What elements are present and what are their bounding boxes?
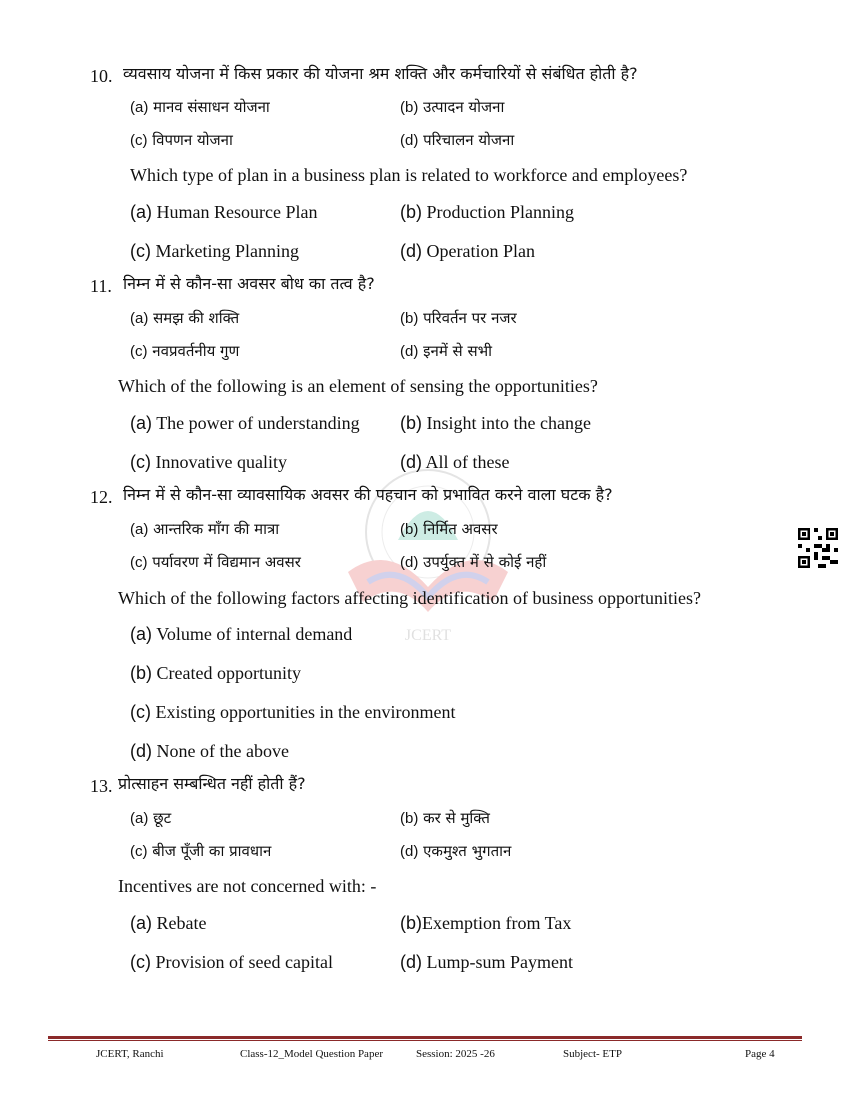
option-label: (c) [130,241,151,261]
option-label: (b) [400,810,419,827]
option-text: इनमें से सभी [423,342,493,360]
option-label: (d) [400,554,419,571]
option-text: उत्पादन योजना [423,98,505,116]
question-english: Which of the following factors affecting identification of business opportunities? [118,588,702,608]
option-text: Volume of internal demand [156,624,353,644]
option-text: नवप्रवर्तनीय गुण [152,342,240,360]
option-label: (d) [400,843,419,860]
option-label: (a) [130,913,152,933]
option-label: (c) [130,132,148,149]
option-text: None of the above [156,741,289,761]
option-label: (d) [130,741,152,761]
option-text: एकमुश्त भुगतान [423,842,512,860]
question-hindi: प्रोत्साहन सम्बन्धित नहीं होती हैं? [118,774,306,793]
question-hindi: व्यवसाय योजना में किस प्रकार की योजना श्रम शक्ति और कर्मचारियों से संबंधित होती है? [123,64,638,83]
option-label: (c) [130,952,151,972]
option-label: (b) [400,413,422,433]
option-label: (c) [130,452,151,472]
option-text: Insight into the change [426,413,591,433]
option-label: (a) [130,99,149,116]
option-text: पर्यावरण में विद्यमान अवसर [152,553,301,571]
option-label: (d) [400,952,422,972]
footer-subject: Subject- ETP [563,1048,622,1060]
option-text: उपर्युक्त में से कोई नहीं [423,553,547,571]
question-number: 10. [90,66,113,86]
footer-divider-thin [48,1040,802,1041]
option-label: (d) [400,343,419,360]
option-label: (d) [400,241,422,261]
question-number: 11. [90,276,112,296]
footer-paper: Class-12_Model Question Paper [240,1048,383,1060]
option-label: (b) [400,913,422,933]
question-english: Incentives are not concerned with: - [118,876,377,896]
option-text: Provision of seed capital [155,952,333,972]
footer-page-number: Page 4 [745,1048,775,1060]
option-label: (b) [130,663,152,683]
option-text: छूट [153,809,172,827]
watermark-text: JCERT [404,627,452,644]
option-text: मानव संसाधन योजना [153,98,270,116]
option-text: विपणन योजना [152,131,233,149]
option-text: Rebate [156,913,207,933]
option-label: (d) [400,452,422,472]
option-text: कर से मुक्ति [423,809,490,827]
option-text: Existing opportunities in the environment [155,702,456,722]
option-text: परिवर्तन पर नजर [423,309,517,327]
qr-code-icon [798,528,838,568]
question-number: 12. [90,487,113,507]
option-text: Lump-sum Payment [426,952,573,972]
option-label: (c) [130,554,148,571]
option-text: All of these [425,452,510,472]
option-text: परिचालन योजना [423,131,515,149]
option-label: (a) [130,202,152,222]
option-label: (d) [400,132,419,149]
option-label: (a) [130,521,149,538]
question-english: Which type of plan in a business plan is related to workforce and employees? [130,165,688,185]
option-label: (c) [130,843,148,860]
question-number: 13. [90,776,113,796]
option-label: (b) [400,310,419,327]
option-text: Created opportunity [156,663,301,683]
option-text: The power of understanding [156,413,360,433]
question-hindi: निम्न में से कौन-सा अवसर बोध का तत्व है? [123,274,375,293]
question-english: Which of the following is an element of sensing the opportunities? [118,376,598,396]
option-label: (b) [400,202,422,222]
footer-org: JCERT, Ranchi [96,1048,164,1060]
footer-divider [48,1036,802,1039]
option-text: बीज पूँजी का प्रावधान [152,842,272,860]
footer-session: Session: 2025 -26 [416,1048,495,1060]
question-hindi: निम्न में से कौन-सा व्यावसायिक अवसर की पहचान को प्रभावित करने वाला घटक है? [123,485,613,504]
option-label: (b) [400,99,419,116]
option-label: (a) [130,310,149,327]
option-label: (a) [130,413,152,433]
option-label: (b) [400,521,419,538]
option-text: Innovative quality [155,452,287,472]
option-label: (c) [130,343,148,360]
option-text: समझ की शक्ति [153,309,240,327]
option-text: Marketing Planning [155,241,299,261]
option-label: (c) [130,702,151,722]
option-text: निर्मित अवसर [423,520,498,538]
option-text: Operation Plan [426,241,535,261]
option-text: Production Planning [426,202,574,222]
option-text: Human Resource Plan [156,202,318,222]
option-text: Exemption from Tax [422,913,572,933]
option-label: (a) [130,810,149,827]
option-label: (a) [130,624,152,644]
option-text: आन्तरिक माँग की मात्रा [153,520,280,538]
